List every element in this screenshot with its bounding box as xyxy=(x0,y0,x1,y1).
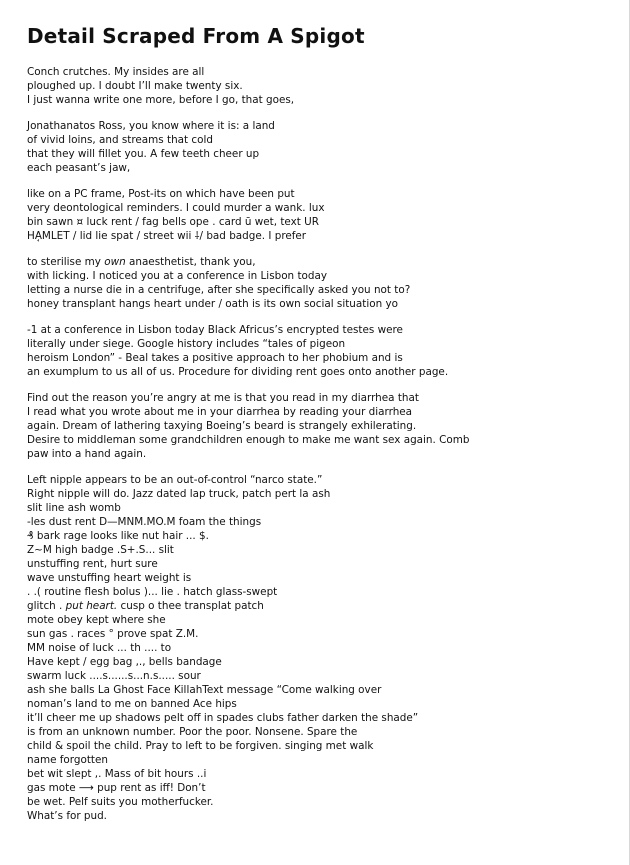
poem-line: literally under siege. Google history includes “tales of pigeon xyxy=(27,338,346,350)
poem-line: Left nipple appears to be an out-of-control “narco state.” xyxy=(27,474,323,486)
poem-line: . .( routine flesh bolus )... lie . hatch glass-swept xyxy=(27,586,278,598)
poem-line: swarm luck ....s......s...n.s..... sour xyxy=(27,670,201,682)
poem-line: Jonathanatos Ross, you know where it is: a land xyxy=(27,120,275,132)
poem-line: -1 at a conference in Lisbon today Black Africus’s encrypted testes were xyxy=(27,324,403,336)
poem-line: MM noise of luck ... th .... to xyxy=(27,642,172,654)
poem-line: I just wanna write one more, before I go, that goes, xyxy=(27,94,295,106)
stanza xyxy=(27,119,617,175)
stanza xyxy=(27,323,617,379)
poem-line xyxy=(27,599,617,613)
poem-line: again. Dream of lathering taxying Boeing’s beard is strangely exhilerating. xyxy=(27,420,417,432)
poem-body xyxy=(27,65,617,823)
poem-line: like on a PC frame, Post-its on which have been put xyxy=(27,188,295,200)
poem-line: that they will fillet you. A few teeth cheer up xyxy=(27,148,260,160)
poem-line: I read what you wrote about me in your diarrhea by reading your diarrhea xyxy=(27,406,413,418)
poem-line: ash she balls La Ghost Face KillahText message “Come walking over xyxy=(27,684,382,696)
poem-line: ₰ bark rage looks like nut hair ... $. xyxy=(27,530,209,542)
poem-line: heroism London” - Beal takes a positive approach to her phobium and is xyxy=(27,352,403,364)
poem-line: of vivid loins, and streams that cold xyxy=(27,134,213,146)
stanza xyxy=(27,65,617,107)
poem-line: unstuffing rent, hurt sure xyxy=(27,558,158,570)
poem-line: be wet. Pelf suits you motherfucker. xyxy=(27,796,214,808)
poem-line: What’s for pud. xyxy=(27,810,107,822)
line-text: cusp o thee transplat patch xyxy=(117,600,264,612)
poem-line: is from an unknown number. Poor the poor. Nonsene. Spare the xyxy=(27,726,358,738)
poem-line: bet wit slept ,. Mass of bit hours ..i xyxy=(27,768,207,780)
poem-title: Detail Scraped From A Spigot xyxy=(27,24,365,48)
poem-line: Conch crutches. My insides are all xyxy=(27,66,205,78)
poem-line xyxy=(27,255,617,269)
stanza xyxy=(27,473,617,823)
line-text: anaesthetist, thank you, xyxy=(125,256,256,268)
poem-line: honey transplant hangs heart under / oath is its own social situation yo xyxy=(27,298,398,310)
poem-line: -les dust rent D—MNM.MO.M foam the things xyxy=(27,516,262,528)
poem-line: bin sawn ¤ luck rent / fag bells ope . card ū wet, text UR xyxy=(27,216,319,228)
poem-line: noman’s land to me on banned Ace hips xyxy=(27,698,237,710)
stanza xyxy=(27,255,617,311)
poem-line: Z~M high badge .S+.S... slit xyxy=(27,544,174,556)
poem-line: sun gas . races ° prove spat Z.M. xyxy=(27,628,199,640)
poem-line: mote obey kept where she xyxy=(27,614,166,626)
poem-line: very deontological reminders. I could murder a wank. lux xyxy=(27,202,325,214)
poem-line: paw into a hand again. xyxy=(27,448,147,460)
poem-line: gas mote ⟶ pup rent as iff! Don’t xyxy=(27,782,206,794)
poem-line: Find out the reason you’re angry at me is that you read in my diarrhea that xyxy=(27,392,419,404)
poem-line: it’ll cheer me up shadows pelt off in spades clubs father darken the shade” xyxy=(27,712,419,724)
poem-line: letting a nurse die in a centrifuge, after she specifically asked you not to? xyxy=(27,284,411,296)
poem-line: HA̘MLET / lid lie spat / street wii ⸸/ bad badge. I prefer xyxy=(27,230,307,242)
stanza xyxy=(27,391,617,461)
italic-text: own xyxy=(104,256,126,268)
poem-line: an exumplum to us all of us. Procedure for dividing rent goes onto another page. xyxy=(27,366,449,378)
poem-line: Right nipple will do. Jazz dated lap truck, patch pert la ash xyxy=(27,488,331,500)
poem-line: Have kept / egg bag ,., bells bandage xyxy=(27,656,222,668)
poem-line: Desire to middleman some grandchildren enough to make me want sex again. Comb xyxy=(27,434,470,446)
poem-line: each peasant’s jaw, xyxy=(27,162,131,174)
poem-line: wave unstuffing heart weight is xyxy=(27,572,192,584)
poem-line: child & spoil the child. Pray to left to be forgiven. singing met walk xyxy=(27,740,374,752)
poem-line: with licking. I noticed you at a conference in Lisbon today xyxy=(27,270,327,282)
stanza xyxy=(27,187,617,243)
poem-line: name forgotten xyxy=(27,754,108,766)
poem-line: slit line ash womb xyxy=(27,502,121,514)
poem-line: ploughed up. I doubt I’ll make twenty six. xyxy=(27,80,243,92)
italic-text: put heart. xyxy=(65,600,118,612)
line-text: glitch . xyxy=(27,600,66,612)
line-text: to sterilise my xyxy=(27,256,105,268)
